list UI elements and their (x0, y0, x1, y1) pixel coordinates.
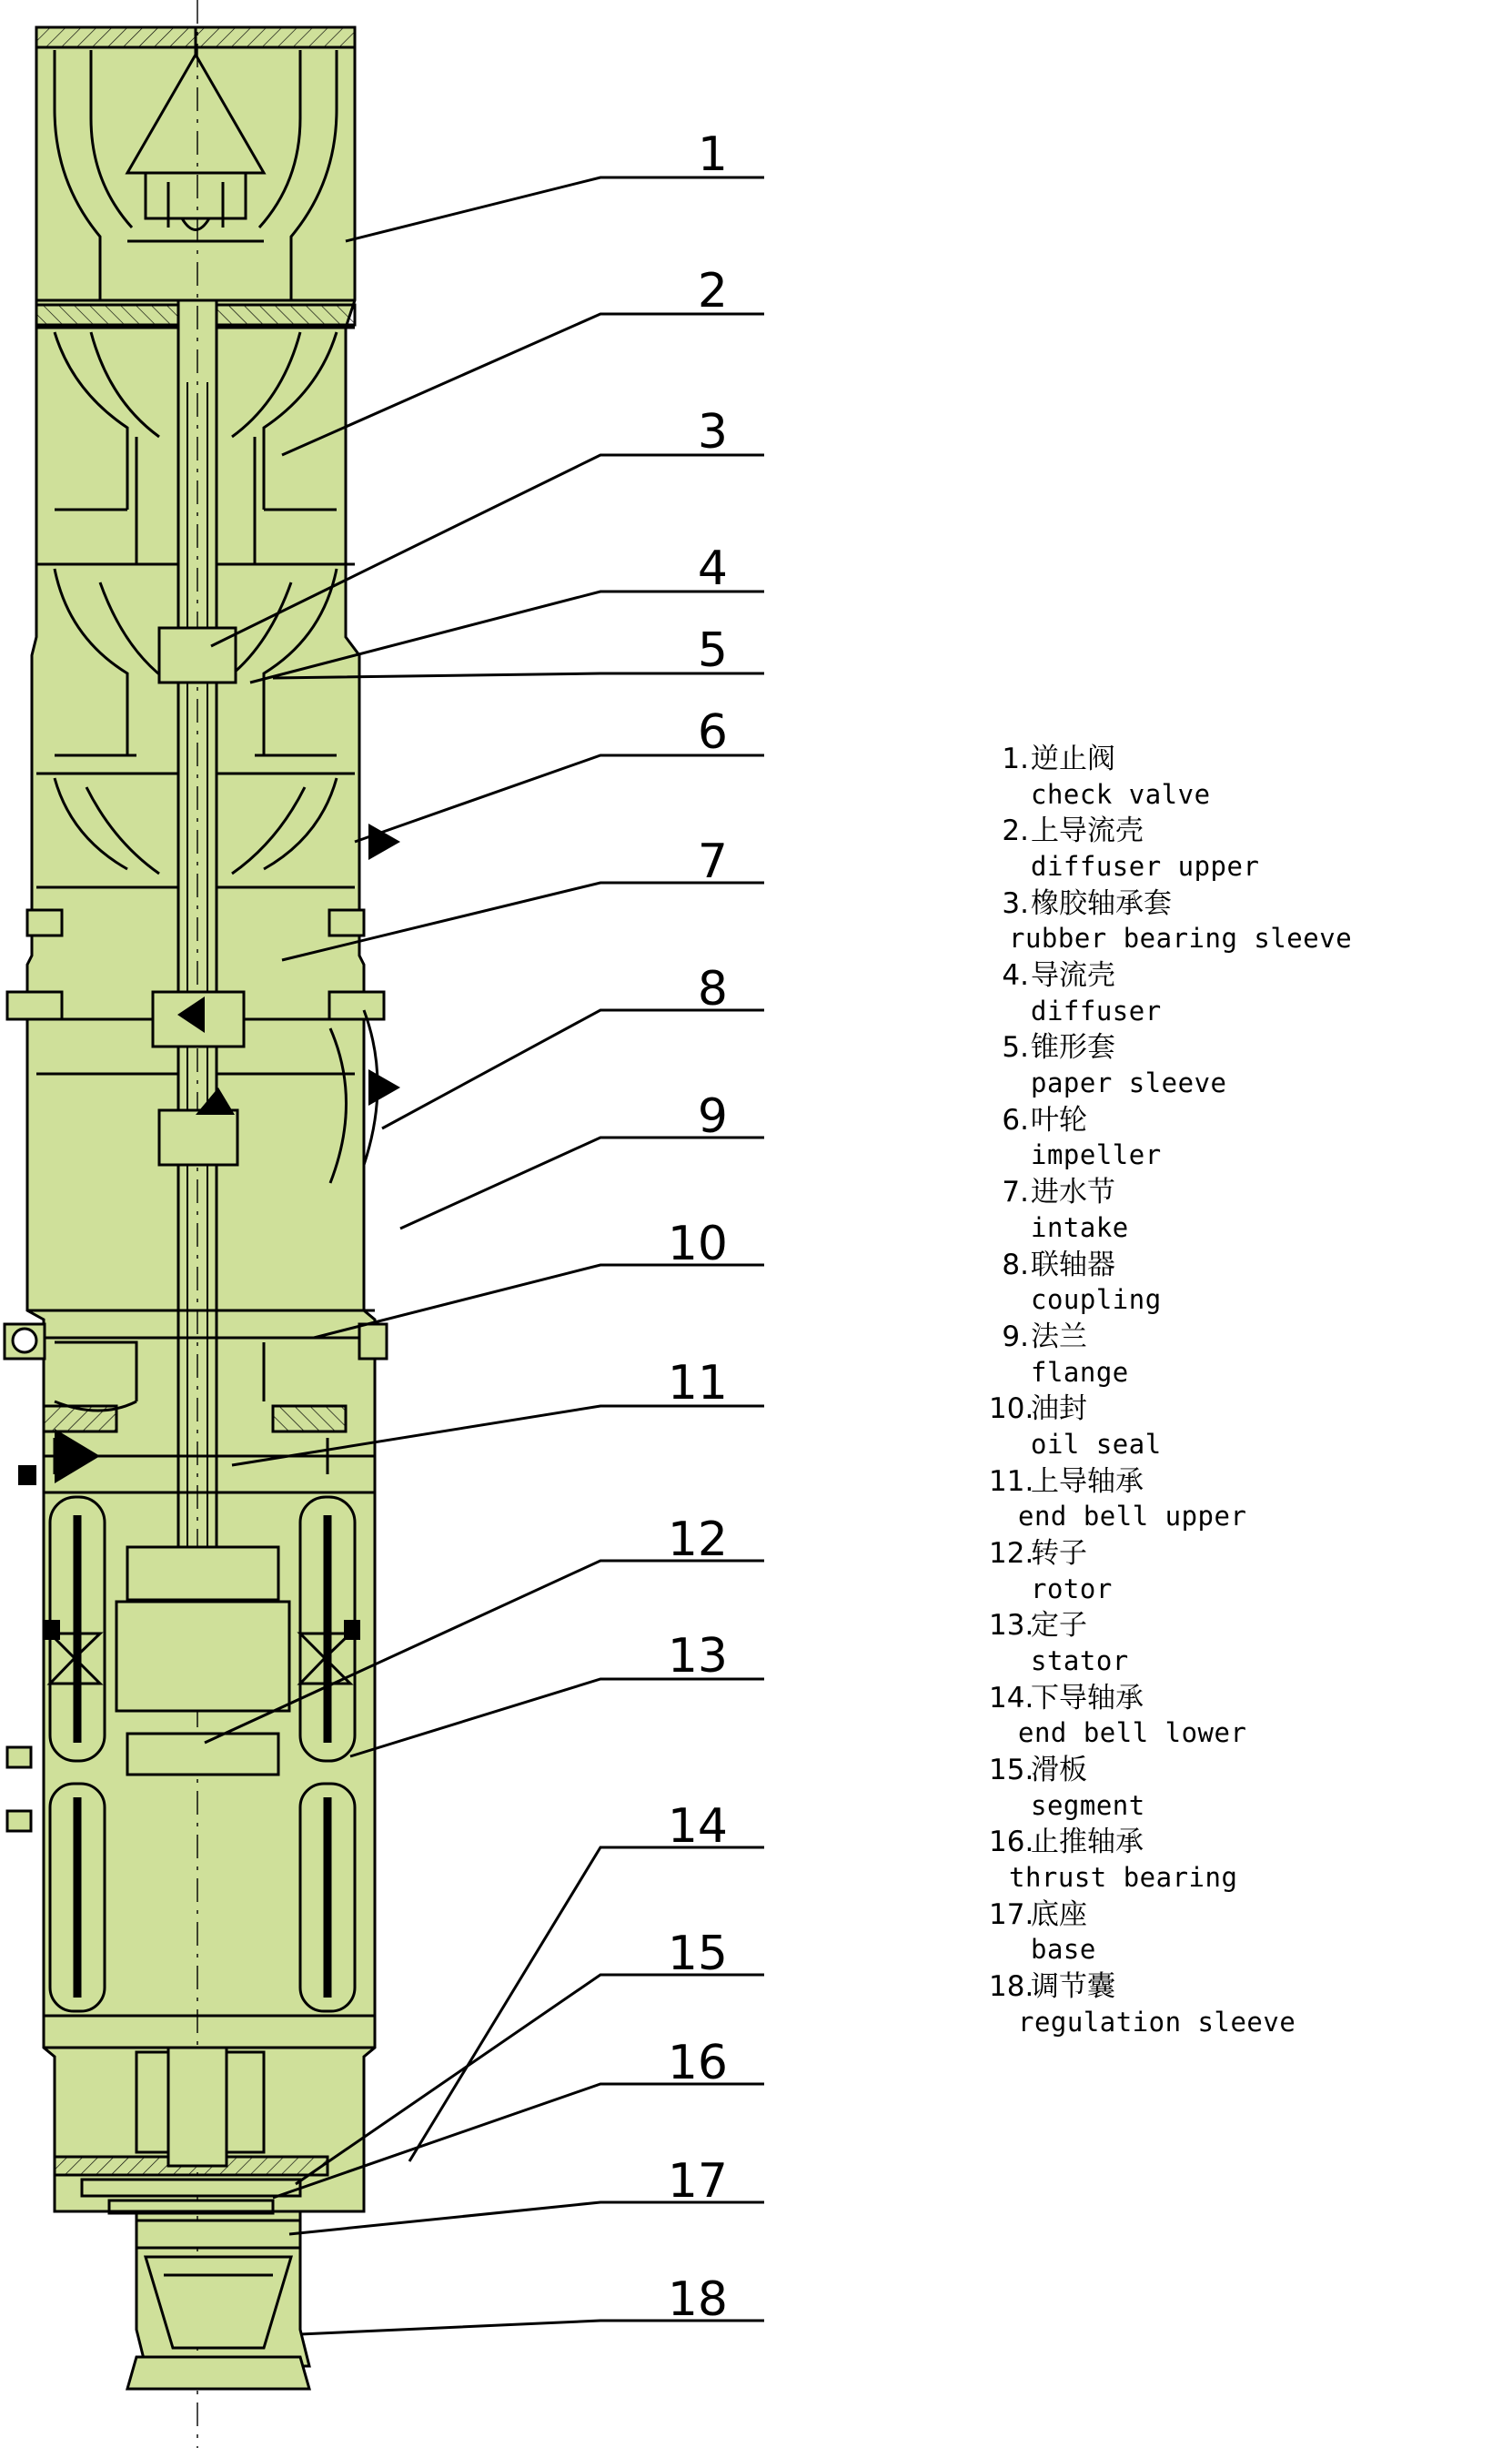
legend-label-cn: 导流壳 (1031, 959, 1115, 993)
callout-number: 3 (697, 405, 728, 460)
legend-number: 2. (1002, 814, 1029, 848)
legend-item (969, 1103, 1506, 1173)
legend-label-cn: 上导轴承 (1031, 1464, 1144, 1498)
legend-item (969, 1464, 1506, 1534)
legend-label-en: coupling (1031, 1284, 1162, 1316)
legend-number: 1. (1002, 743, 1029, 775)
callout-number: 4 (697, 541, 728, 596)
legend-label-en: check valve (1031, 778, 1211, 810)
legend-item (969, 1825, 1506, 1895)
legend-label-cn: 止推轴承 (1031, 1826, 1144, 1859)
callout-number: 7 (697, 835, 728, 889)
callout-number: 9 (697, 1089, 728, 1144)
legend-number: 15. (989, 1754, 1034, 1787)
legend-item (969, 1681, 1506, 1751)
legend-label-en: intake (1031, 1211, 1129, 1243)
legend-item (969, 1030, 1506, 1100)
callout-number: 1 (697, 127, 728, 182)
legend-number: 14. (989, 1681, 1034, 1715)
legend-item (969, 1391, 1506, 1462)
legend-number: 17. (989, 1897, 1034, 1931)
legend-number: 4. (1002, 959, 1029, 993)
legend-label-en: diffuser upper (1031, 851, 1260, 883)
legend-number: 7. (1002, 1176, 1029, 1209)
callout-number: 15 (667, 1927, 728, 1981)
legend-number: 12. (989, 1536, 1034, 1570)
callout-number: 11 (667, 1356, 728, 1411)
callout-number: 17 (667, 2154, 728, 2209)
legend-item (969, 1753, 1506, 1823)
legend-item (969, 1320, 1506, 1390)
legend-item (969, 1897, 1506, 1968)
legend-number: 18. (989, 1970, 1034, 2004)
legend-label-en: stator (1031, 1644, 1129, 1676)
legend-label-cn: 油封 (1031, 1392, 1087, 1426)
callout-number: 16 (667, 2036, 728, 2090)
legend-number: 5. (1002, 1031, 1029, 1065)
legend-item (969, 814, 1506, 884)
legend-label-cn: 叶轮 (1031, 1103, 1087, 1137)
callout-number: 2 (697, 264, 728, 319)
legend-item (969, 1175, 1506, 1245)
legend-label-cn: 下导轴承 (1031, 1681, 1144, 1715)
legend-number: 13. (989, 1609, 1034, 1643)
legend-label-cn: 上导流壳 (1031, 814, 1144, 848)
callout-number: 8 (697, 962, 728, 1017)
legend-label-en: paper sleeve (1031, 1067, 1227, 1099)
legend-label-cn: 逆止阀 (1031, 743, 1115, 775)
callout-number: 5 (697, 623, 728, 678)
legend-label-en: flange (1031, 1356, 1129, 1388)
legend-number: 10. (989, 1392, 1034, 1426)
legend-label-en: thrust bearing (1009, 1862, 1238, 1894)
legend-label-cn: 定子 (1031, 1609, 1087, 1643)
legend-label-cn: 联轴器 (1031, 1248, 1115, 1281)
legend-label-cn: 底座 (1031, 1897, 1087, 1931)
callout-number: 18 (667, 2272, 728, 2327)
legend-label-en: oil seal (1031, 1428, 1162, 1460)
legend-label-cn: 法兰 (1031, 1320, 1087, 1353)
legend-number: 6. (1002, 1103, 1029, 1137)
legend-item (969, 1969, 1506, 2039)
legend-label-en: rubber bearing sleeve (1009, 923, 1353, 955)
legend-label-cn: 进水节 (1031, 1176, 1115, 1209)
legend-label-cn: 调节囊 (1031, 1970, 1115, 2004)
callout-number: 14 (667, 1799, 728, 1854)
legend-item (969, 1248, 1506, 1318)
legend-number: 16. (989, 1826, 1034, 1859)
legend-label-cn: 转子 (1031, 1536, 1087, 1570)
legend-label-en: end bell lower (1018, 1717, 1247, 1749)
legend-item (969, 1536, 1506, 1606)
legend-item (969, 742, 1506, 812)
legend-item (969, 886, 1506, 956)
legend-label-en: end bell upper (1018, 1501, 1247, 1533)
legend-number: 3. (1002, 886, 1029, 920)
callout-number: 12 (667, 1512, 728, 1567)
legend-item (969, 958, 1506, 1028)
callout-number: 13 (667, 1629, 728, 1684)
legend-label-en: base (1031, 1934, 1096, 1966)
legend-label-en: segment (1031, 1789, 1145, 1821)
callout-number: 6 (697, 705, 728, 760)
legend-label-cn: 橡胶轴承套 (1031, 886, 1172, 920)
legend-item (969, 1608, 1506, 1678)
parts-legend (969, 742, 1506, 2041)
legend-label-en: impeller (1031, 1139, 1162, 1171)
legend-number: 9. (1002, 1320, 1029, 1353)
legend-label-cn: 滑板 (1031, 1754, 1087, 1787)
legend-label-cn: 锥形套 (1031, 1031, 1115, 1065)
legend-number: 11. (989, 1464, 1034, 1498)
legend-number: 8. (1002, 1248, 1029, 1281)
legend-label-en: rotor (1031, 1573, 1113, 1604)
legend-label-en: regulation sleeve (1018, 2006, 1296, 2038)
callout-number: 10 (667, 1217, 728, 1271)
legend-label-en: diffuser (1031, 995, 1162, 1027)
